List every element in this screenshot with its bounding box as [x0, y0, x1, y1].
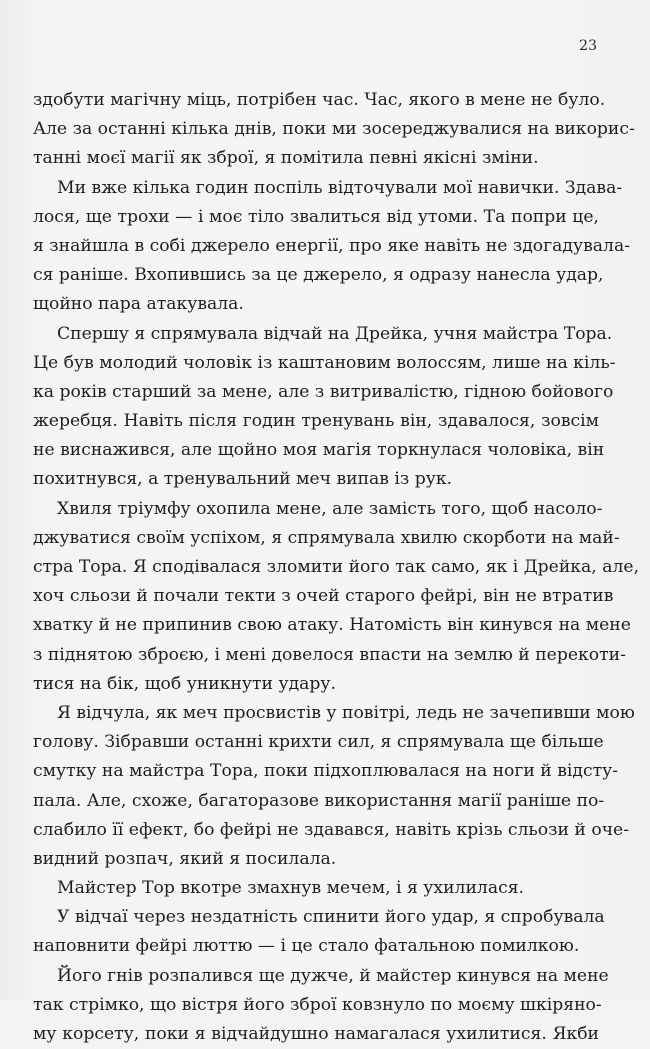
text-line: так стрімко, що вістря його зброї ковзнуло по моєму шкіряно-	[33, 994, 602, 1015]
page-number: 23	[579, 38, 597, 54]
text-line: тися на бік, щоб уникнути удару.	[33, 673, 336, 694]
text-line: Спершу я спрямувала відчай на Дрейка, учня майстра Тора.	[57, 323, 613, 344]
paragraph	[33, 174, 630, 320]
text-line: Це був молодий чоловік із каштановим волоссям, лише на кіль-	[33, 352, 616, 373]
text-line: пала. Але, схоже, багаторазове використання магії раніше по-	[33, 790, 605, 811]
text-line: з піднятою зброєю, і мені довелося впасти на землю й перекоти-	[33, 644, 626, 665]
text-line: слабило її ефект, бо фейрі не здавався, навіть крізь сльози й оче-	[33, 819, 630, 840]
text-line: Але за останні кілька днів, поки ми зосереджувалися на викорис-	[33, 119, 635, 140]
text-line: не виснажився, але щойно моя магія торкнулася чоловіка, він	[33, 440, 605, 461]
text-line: Його гнів розпалився ще дужче, й майстер кинувся на мене	[57, 965, 609, 986]
text-line: лося, ще трохи — і моє тіло звалиться від утоми. Та попри це,	[33, 206, 599, 227]
text-line: ся раніше. Вхопившись за це джерело, я одразу нанесла удар,	[33, 265, 604, 286]
paragraph	[33, 495, 640, 699]
paragraph	[33, 903, 605, 961]
paragraph	[33, 320, 616, 495]
text-line: голову. Зібравши останні крихти сил, я спрямувала ще більше	[33, 732, 604, 753]
text-line: смутку на майстра Тора, поки підхоплювалася на ноги й відсту-	[33, 761, 619, 782]
text-line: стра Тора. Я сподівалася зломити його так само, як і Дрейка, але,	[33, 557, 640, 577]
text-line: У відчаї через нездатність спинити його удар, я спробувала	[57, 907, 605, 928]
text-line: похитнувся, а тренувальний меч випав із рук.	[33, 469, 453, 490]
text-line: здобути магічну міць, потрібен час. Час, якого в мене не було.	[33, 90, 606, 110]
text-line: джуватися своїм успіхом, я спрямувала хвилю скорботи на май-	[33, 527, 620, 548]
text-line: видний розпач, який я посилала.	[33, 848, 337, 869]
body-text	[33, 86, 640, 1049]
text-line: жеребця. Навіть після годин тренувань він, здавалося, зовсім	[33, 411, 599, 432]
text-line: Ми вже кілька годин поспіль відточували мої навички. Здава-	[57, 177, 623, 198]
text-line: Майстер Тор вкотре змахнув мечем, і я ухилилася.	[57, 878, 525, 899]
text-line: Я відчула, як меч просвистів у повітрі, ледь не зачепивши мою	[57, 702, 635, 723]
paragraph	[33, 962, 609, 1049]
paragraph	[33, 874, 599, 903]
text-line: Хвиля тріумфу охопила мене, але замість того, щоб насоло-	[57, 498, 603, 519]
text-line: я знайшла в собі джерело енергії, про яке навіть не здогадувала-	[33, 235, 630, 256]
text-line: щойно пара атакувала.	[33, 294, 244, 315]
paragraph	[33, 86, 635, 174]
text-line: хоч сльози й почали текти з очей старого фейрі, він не втратив	[33, 586, 614, 607]
text-line: наповнити фейрі люттю — і це стало фатальною помилкою.	[33, 936, 580, 957]
text-line: му корсету, поки я відчайдушно намагалася ухилитися. Якби	[33, 1024, 599, 1044]
text-line: танні моєї магії як зброї, я помітила певні якісні зміни.	[33, 148, 539, 169]
text-line: ка років старший за мене, але з витривалістю, гідною бойового	[33, 381, 614, 402]
paragraph	[33, 699, 635, 874]
text-line: хватку й не припинив свою атаку. Натомість він кинувся на мене	[33, 615, 631, 636]
